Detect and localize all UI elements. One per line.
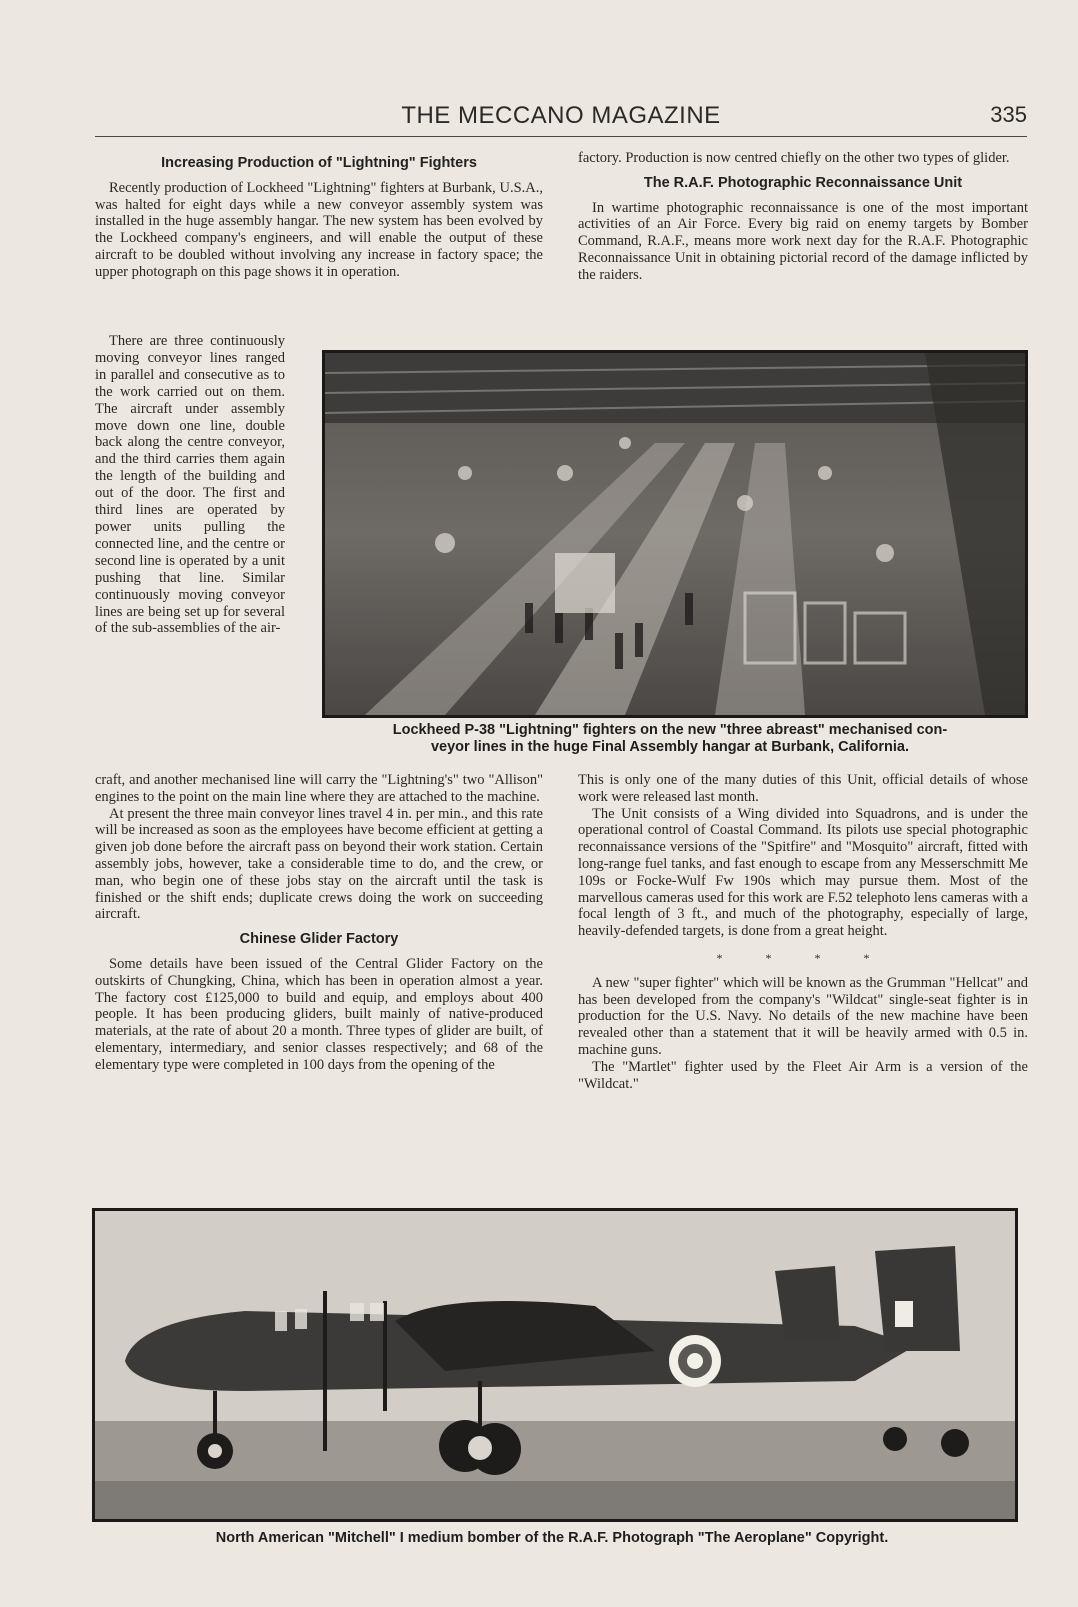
raf-paragraph-2: The Unit consists of a Wing divided into Squadrons, and is under the operational control of Coastal Command. Its pilots use special photographic reconnaissance versions of the "Spitfire" and "Mosquito" aircraft, fitted with long-range fuel tanks, and fast enough to escape from any Messerschmitt Me 109s or Focke-Wulf Fw 190s which may pursue them. Most of the marvellous cameras used for this work are F.52 telephoto lens cameras with a focal length of 3 ft., and much of the photography, especially of large, heavily-defended targets, is done from a great height. [578, 805, 1028, 940]
hellcat-paragraph-1: A new "super fighter" which will be known as the Grumman "Hellcat" and has been developed from the company's "Wildcat" single-seat fighter is in production for the U.S. Navy. No details of the new machine have been revealed other than a statement that it will be heavily armed with 0.5 in. machine guns. [578, 974, 1028, 1058]
raf-paragraph-1-continued: This is only one of the many duties of this Unit, official details of whose work were released last month. [578, 772, 1028, 805]
raf-paragraph-1: In wartime photographic reconnaissance is one of the most important activities of an Air Force. Every big raid on enemy targets by Bomber Command, R.A.F., means more work next day for the R.A.F. Photographic Reconnaissance Unit in obtaining pictorial record of the damage inflicted by the raiders. [578, 199, 1028, 283]
section-divider-stars: * * * * [716, 950, 890, 965]
factory-caption-line-2: veyor lines in the huge Final Assembly hangar at Burbank, California. [430, 739, 910, 755]
header-rule [95, 136, 1027, 137]
lightning-paragraph-3: At present the three main conveyor lines travel 4 in. per min., and this rate will be increased as soon as the employees have become efficient at getting a given job done before the aircraft pass on beyond their work station. Certain assembly jobs, however, take a considerable time to do, and the crew, or man, who begin one of these jobs stay on the aircraft until the task is finished or the shift ends; duplicate crews doing the work on succeeding aircraft. [95, 805, 543, 923]
raf-article-top [578, 150, 1028, 284]
lightning-paragraph-2-continued: craft, and another mechanised line will carry the "Lightning's" two "Allison" engines to the point on the main line where they are attached to the machine. [95, 772, 543, 805]
raf-article-continued [578, 772, 1028, 1092]
glider-paragraph-continued: factory. Production is now centred chiefly on the other two types of glider. [578, 150, 1010, 166]
bomber-caption: North American "Mitchell" I medium bomber of the R.A.F. Photograph "The Aeroplane" Copyright. [215, 1530, 889, 1546]
factory-caption-line-1: Lockheed P-38 "Lightning" fighters on the new "three abreast" mechanised con- [392, 722, 948, 738]
factory-photo [322, 350, 1028, 718]
lightning-article-continued [95, 772, 543, 1074]
bomber-photo [92, 1208, 1018, 1522]
glider-paragraph-1: Some details have been issued of the Central Glider Factory on the outskirts of Chungking, China, which has been in operation almost a year. The factory cost £125,000 to build and equip, and employs about 400 people. It has been producing gliders, built mainly of native-produced materials, at the rate of about 20 a month. Three types of glider are built, of elementary, intermediary, and senior classes respectively; and 68 of the elementary type were completed in 100 days from the opening of the [95, 955, 543, 1073]
lightning-paragraph-2: There are three continuously moving conveyor lines ranged in parallel and consecutive as to the work carried out on them. The aircraft under assembly move down one line, double back along the centre conveyor, and the third carries them again the length of the building and out of the door. The first and third lines are operated by power units pulling the connected line, and the centre or second line is operated by a unit pushing that line. Similar continuously moving conveyor lines are being set up for several of the sub-assemblies of the air- [95, 333, 285, 637]
hellcat-paragraph-2: The "Martlet" fighter used by the Fleet Air Arm is a version of the "Wildcat." [578, 1058, 1028, 1092]
page-header [95, 102, 1027, 134]
glider-heading: Chinese Glider Factory [239, 931, 399, 948]
lightning-narrow-column [95, 333, 285, 637]
magazine-title: THE MECCANO MAGAZINE [401, 102, 721, 129]
factory-photo-image [325, 353, 1025, 715]
raf-heading: The R.A.F. Photographic Reconnaissance Unit [643, 174, 963, 191]
lightning-heading: Increasing Production of "Lightning" Fighters [161, 155, 477, 171]
bomber-photo-image [95, 1211, 1015, 1519]
page-number: 335 [990, 102, 1027, 127]
lightning-article [95, 155, 543, 281]
factory-caption [300, 722, 1040, 756]
lightning-paragraph-1: Recently production of Lockheed "Lightning" fighters at Burbank, U.S.A., was halted for eight days while a new conveyor assembly system was installed in the huge assembly hangar. The new system has been evolved by the Lockheed company's engineers, and will enable the output of these aircraft to be doubled without involving any increase in factory space; the upper photograph on this page shows it in operation. [95, 179, 543, 280]
